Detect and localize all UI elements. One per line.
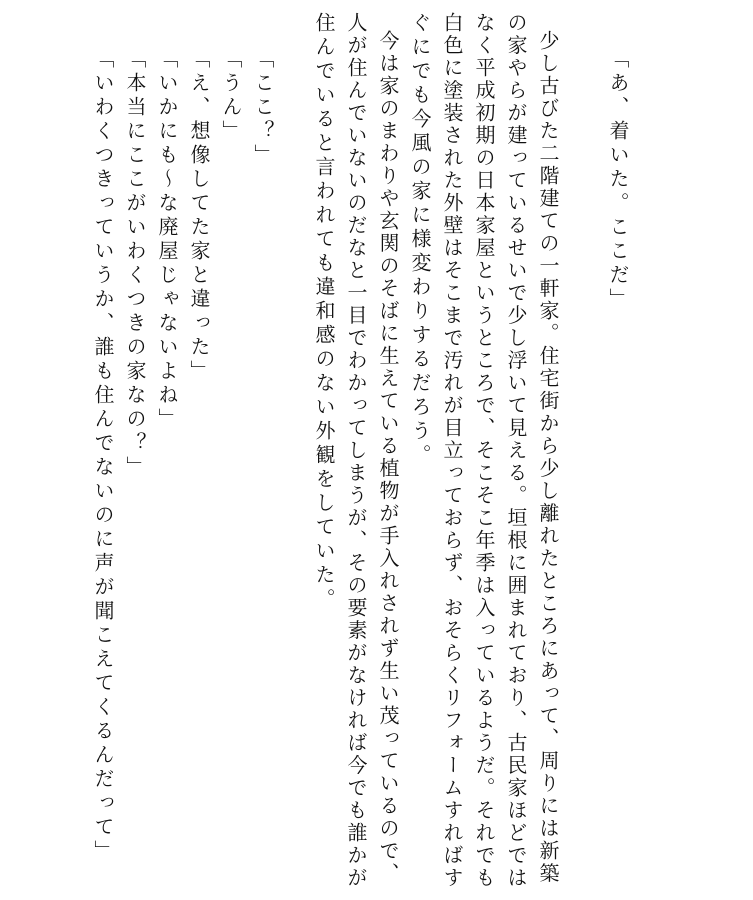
dialogue-line-arrived: 「あ、着いた。ここだ」 <box>606 48 630 312</box>
narration-line: ぐにでも今風の家に様変わりするだろう。 <box>408 12 432 468</box>
narration-line: なく平成初期の日本家屋というところで、そこそこ年季は入っているようだ。それでも <box>472 12 496 890</box>
narration-line: 少し古びた二階建ての一軒家。住宅街から少し離れたところにあって、周りには新築 <box>536 30 560 885</box>
narration-line: の家やらが建っているせいで少し浮いて見える。垣根に囲まれており、古民家ほどでは <box>504 12 528 890</box>
dialogue-line: 「え、想像してた家と違った」 <box>187 48 211 384</box>
narration-line: 住んでいると言われても違和感のない外観をしていた。 <box>312 12 336 612</box>
dialogue-line: 「いかにも～な廃屋じゃないよね」 <box>155 48 179 432</box>
dialogue-line: 「いわくつきっていうか、誰も住んでないのに声が聞こえてくるんだって」 <box>91 48 115 864</box>
narration-line: 人が住んでいないのだなと一目でわかってしまうが、その要素がなければ今でも誰かが <box>344 12 368 890</box>
dialogue-line: 「本当にここがいわくつきの家なの？」 <box>123 48 147 480</box>
narration-line: 今は家のまわりや玄関のそばに生えている植物が手入れされず生い茂っているので、 <box>376 30 400 885</box>
narration-line: 白色に塗装された外壁はそこまで汚れが目立っておらず、おそらくリフォームすればす <box>440 12 464 890</box>
dialogue-line: 「ここ？」 <box>251 48 275 168</box>
dialogue-line: 「うん」 <box>219 48 243 144</box>
